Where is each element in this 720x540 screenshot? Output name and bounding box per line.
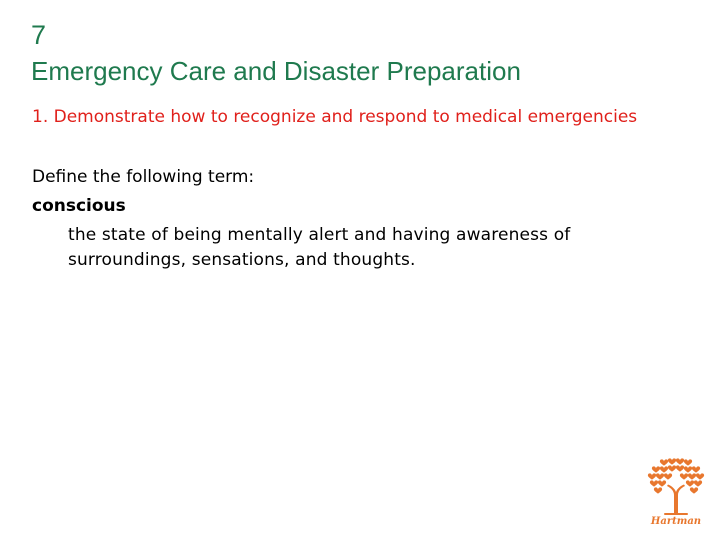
- term-definition: the state of being mentally alert and having awareness of surroundings, sensations, and thoughts.: [68, 225, 571, 270]
- term-heading: conscious: [32, 196, 126, 216]
- chapter-number: 7: [31, 20, 47, 50]
- definition-prompt: Define the following term:: [32, 167, 255, 187]
- learning-objective: 1. Demonstrate how to recognize and respond to medical emergencies: [32, 107, 638, 127]
- chapter-title: Emergency Care and Disaster Preparation: [31, 56, 521, 86]
- publisher-logo: [642, 455, 710, 535]
- heart-tree-icon: [642, 455, 710, 517]
- publisher-logo-text: Hartman: [650, 516, 702, 527]
